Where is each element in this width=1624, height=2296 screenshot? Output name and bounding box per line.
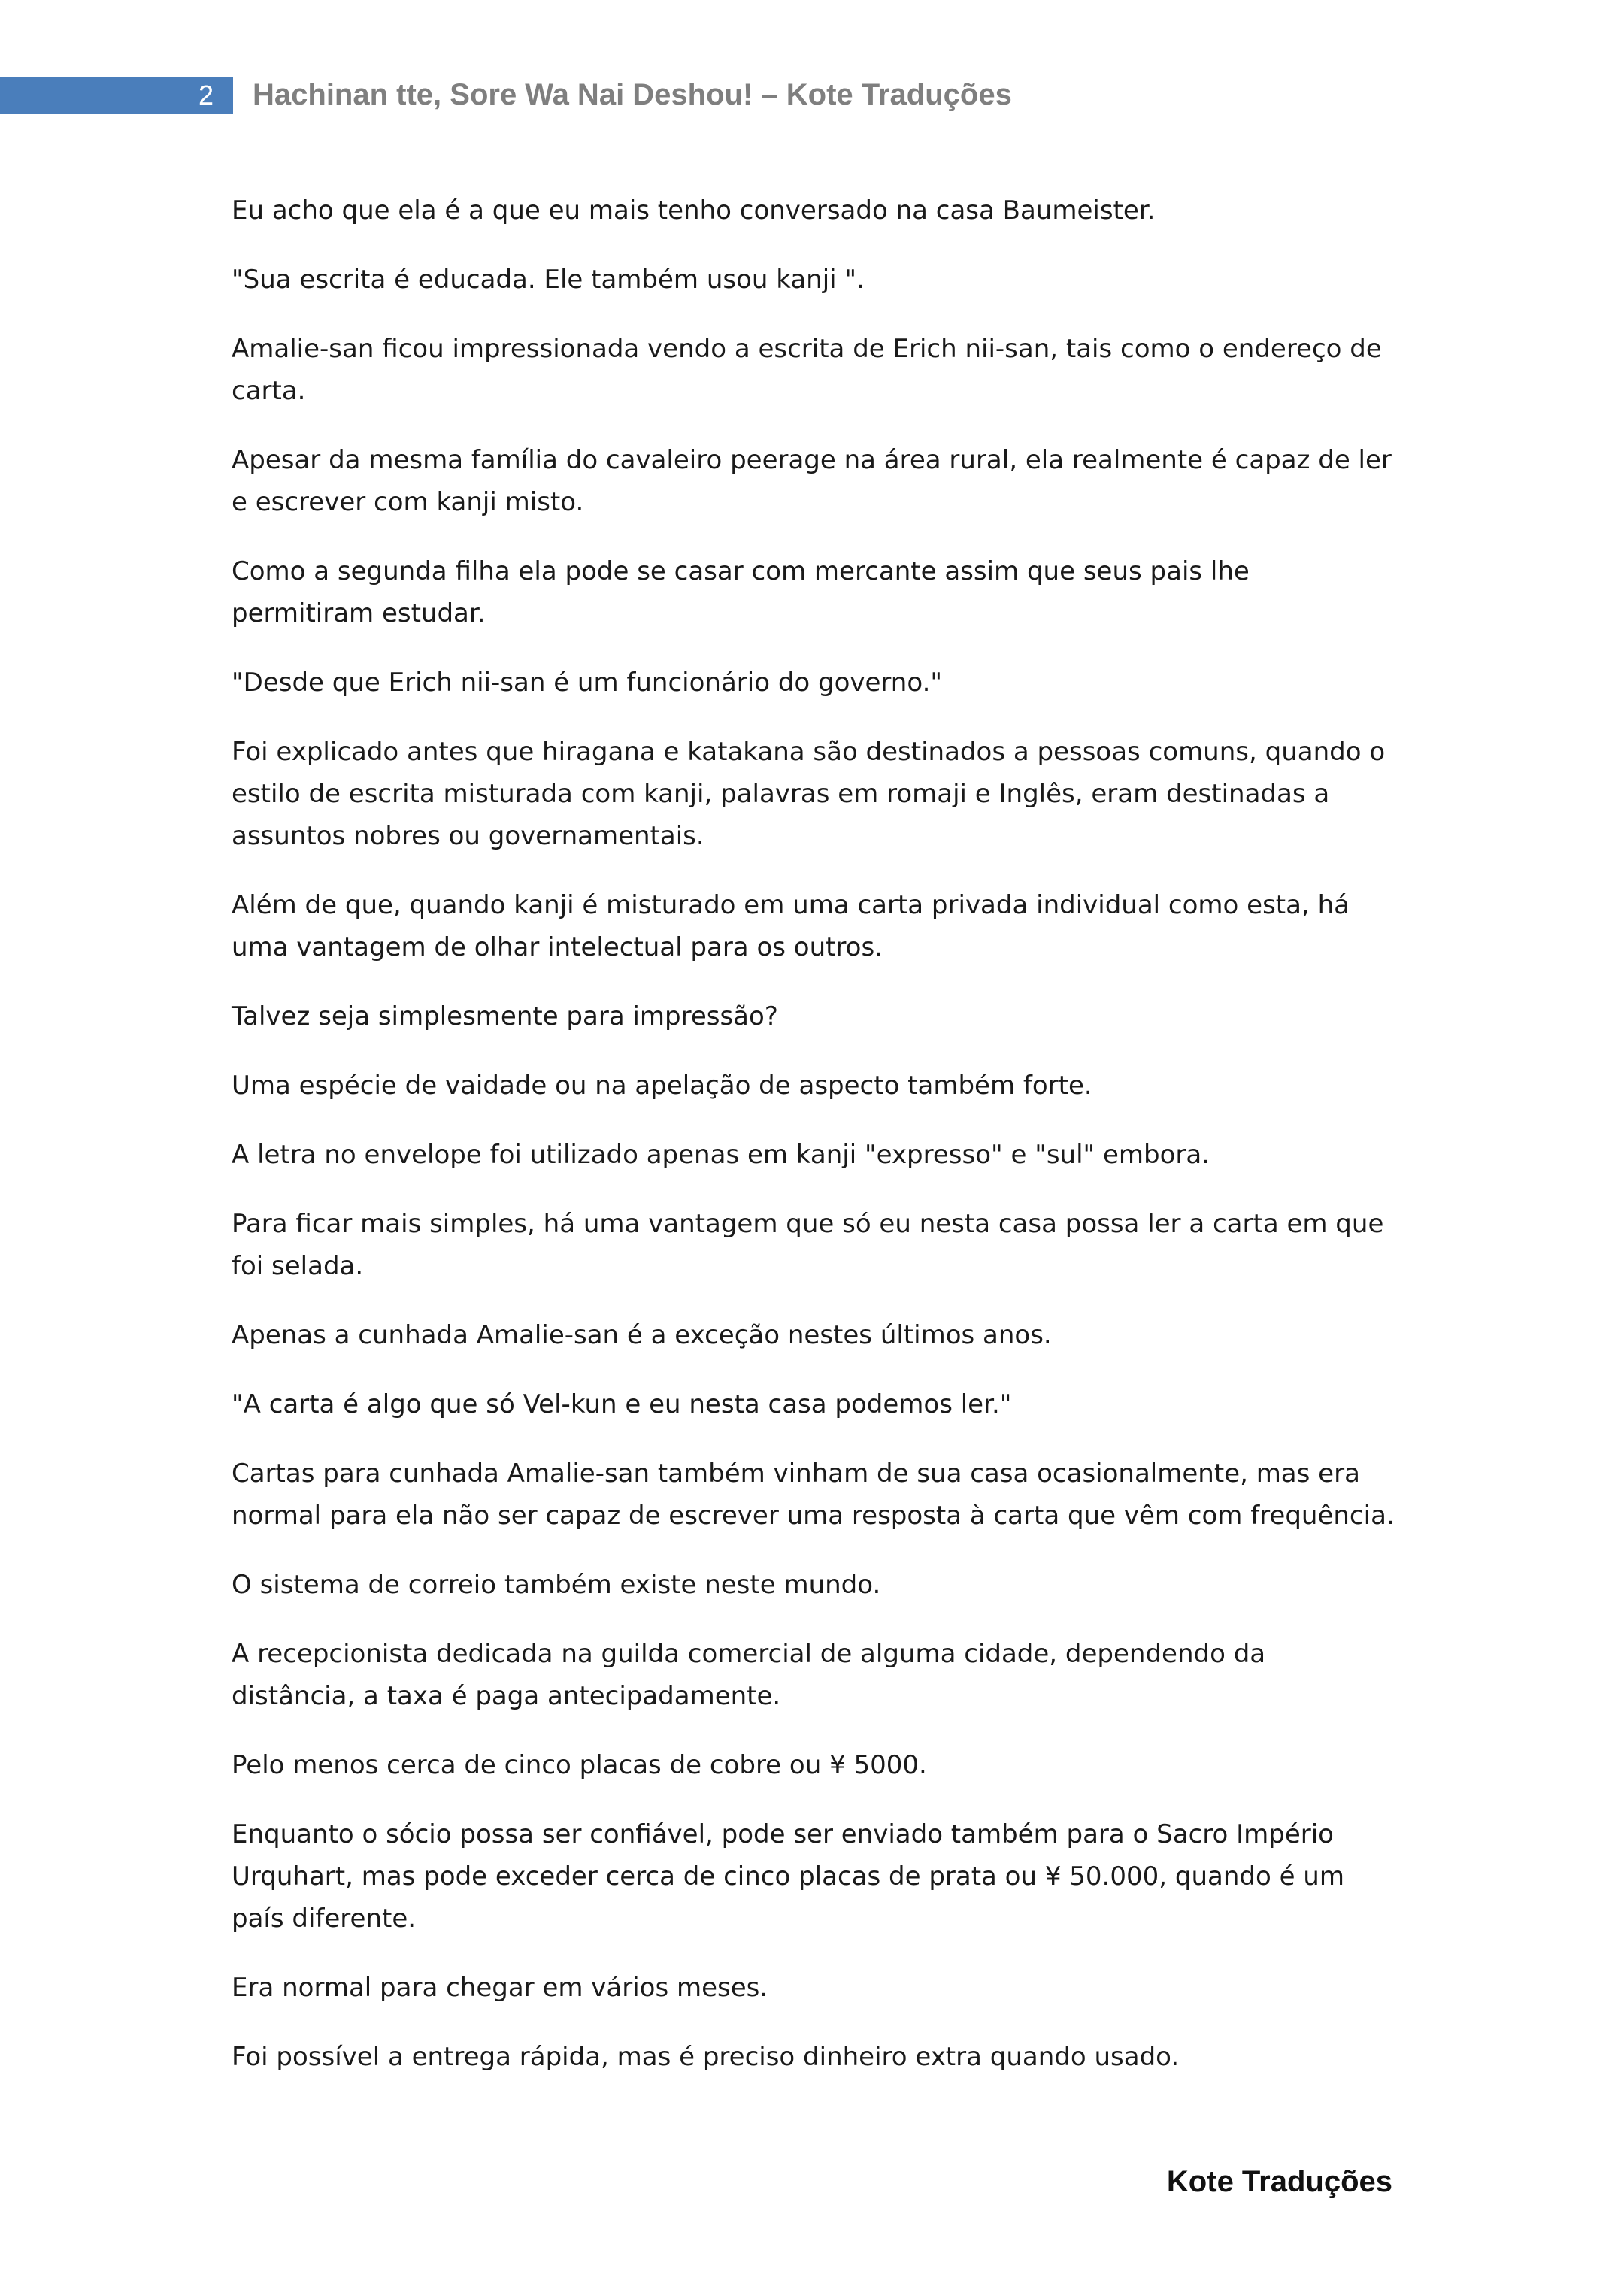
paragraph: Foi possível a entrega rápida, mas é preciso dinheiro extra quando usado.	[232, 2042, 1180, 2072]
paragraph: Além de que, quando kanji é misturado em uma carta privada individual como esta, há uma vantagem de olhar intelectual para os outros.	[232, 890, 1350, 962]
paragraph: Apesar da mesma família do cavaleiro peerage na área rural, ela realmente é capaz de ler e escrever com kanji misto.	[232, 445, 1392, 517]
footer-brand: Kote Traduções	[1166, 2165, 1392, 2198]
paragraph: Para ficar mais simples, há uma vantagem que só eu nesta casa possa ler a carta em que foi selada.	[232, 1209, 1384, 1281]
paragraph: O sistema de correio também existe neste mundo.	[232, 1570, 881, 1600]
header-bar	[0, 77, 233, 114]
header-title: Hachinan tte, Sore Wa Nai Deshou! – Kote Traduções	[253, 78, 1012, 111]
paragraph: Talvez seja simplesmente para impressão?	[232, 1001, 778, 1031]
paragraph: Foi explicado antes que hiragana e katakana são destinados a pessoas comuns, quando o estilo de escrita misturada com kanji, palavras em romaji e Inglês, eram destinadas a assuntos nobres ou governamentais.	[232, 737, 1386, 851]
paragraph: "A carta é algo que só Vel-kun e eu nesta casa podemos ler."	[232, 1389, 1012, 1419]
paragraph: Eu acho que ela é a que eu mais tenho conversado na casa Baumeister.	[232, 195, 1156, 226]
paragraph: Amalie-san ficou impressionada vendo a escrita de Erich nii-san, tais como o endereço de carta.	[232, 334, 1382, 406]
paragraph: "Desde que Erich nii-san é um funcionário do governo."	[232, 668, 943, 698]
paragraph: Como a segunda filha ela pode se casar com mercante assim que seus pais lhe permitiram estudar.	[232, 556, 1250, 629]
paragraph: Pelo menos cerca de cinco placas de cobre ou ¥ 5000.	[232, 1750, 927, 1780]
paragraph: Cartas para cunhada Amalie-san também vinham de sua casa ocasionalmente, mas era normal para ela não ser capaz de escrever uma resposta à carta que vêm com frequência.	[232, 1458, 1395, 1531]
paragraph: Apenas a cunhada Amalie-san é a exceção nestes últimos anos.	[232, 1320, 1052, 1350]
paragraph: A letra no envelope foi utilizado apenas em kanji "expresso" e "sul" embora.	[232, 1140, 1210, 1170]
paragraph: Uma espécie de vaidade ou na apelação de aspecto também forte.	[232, 1071, 1092, 1101]
paragraph: Enquanto o sócio possa ser confiável, pode ser enviado também para o Sacro Império Urquhart, mas pode exceder cerca de cinco placas de prata ou ¥ 50.000, quando é um país diferente.	[232, 1819, 1344, 1934]
paragraph: "Sua escrita é educada. Ele também usou kanji ".	[232, 265, 865, 295]
paragraph: A recepcionista dedicada na guilda comercial de alguma cidade, dependendo da distância, a taxa é paga antecipadamente.	[232, 1639, 1266, 1711]
document-body	[232, 189, 1397, 2105]
paragraph: Era normal para chegar em vários meses.	[232, 1973, 768, 2003]
page-number: 2	[198, 80, 214, 111]
